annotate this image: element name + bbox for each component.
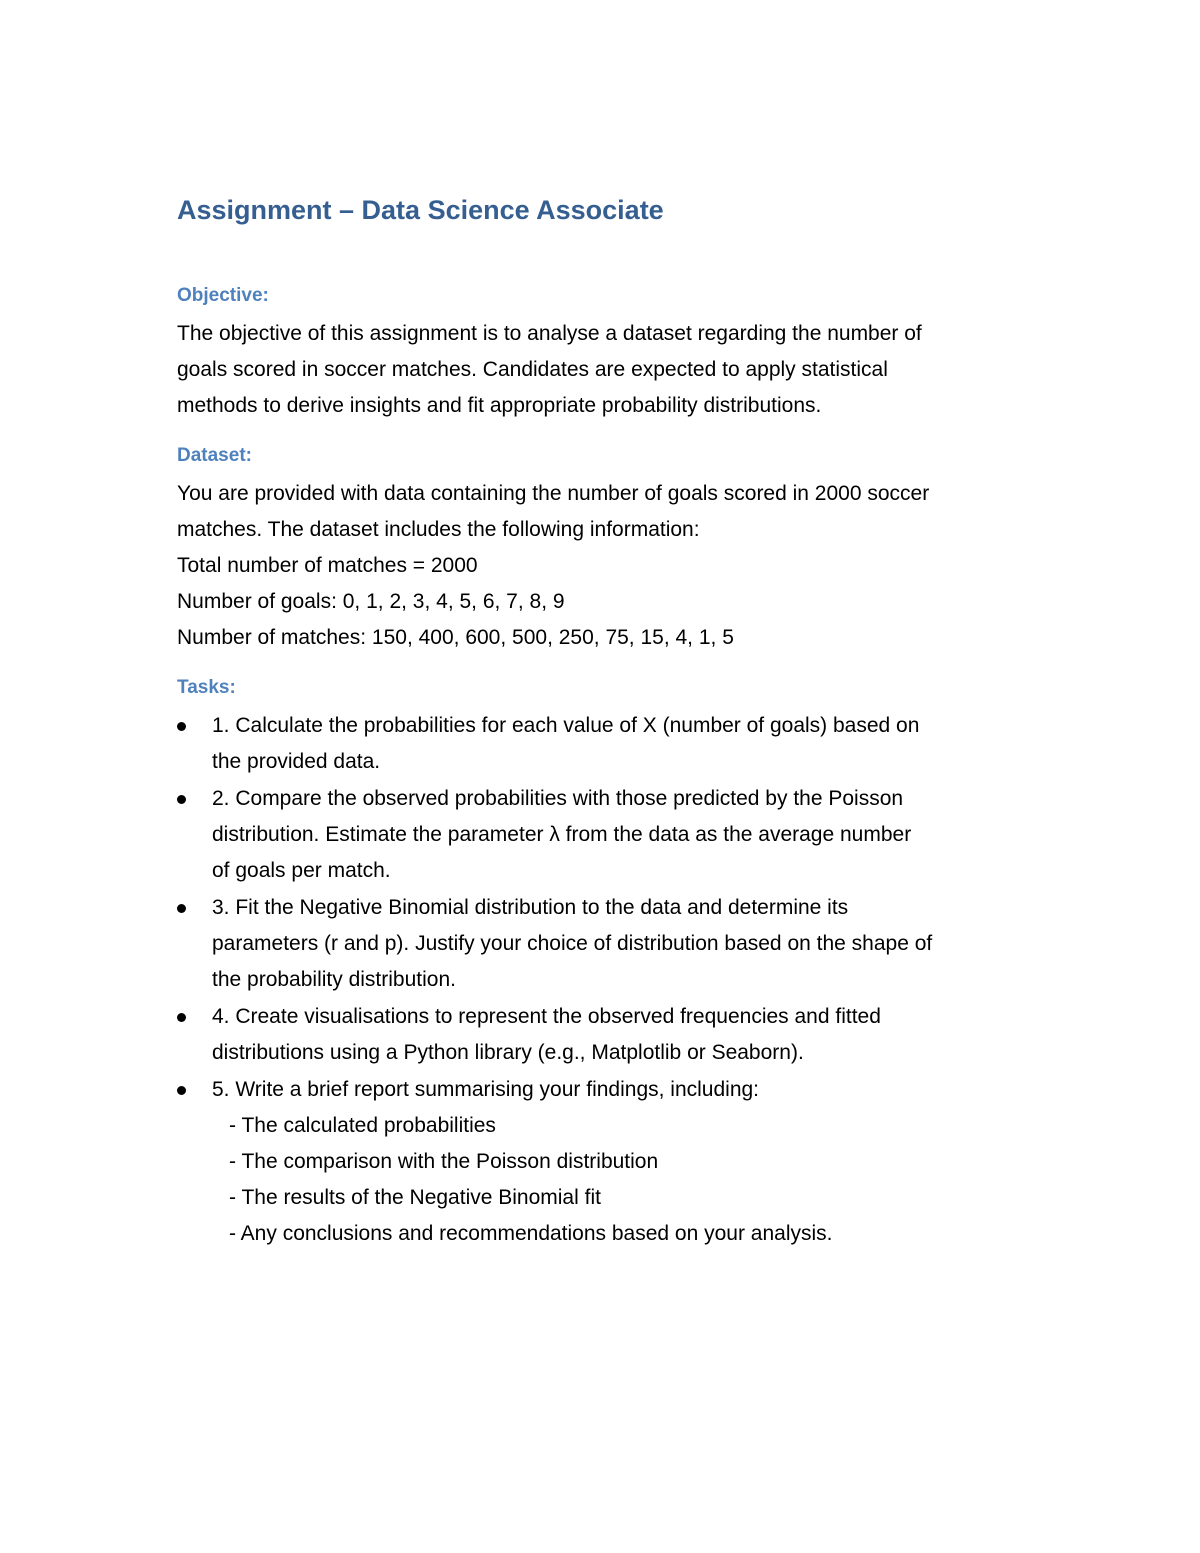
report-subitem: - The calculated probabilities <box>229 1114 496 1137</box>
tasks-section <box>177 674 1037 1252</box>
task-item-2 <box>177 781 1037 889</box>
task-line: 4. Create visualisations to represent the observed frequencies and fitted <box>212 1005 881 1028</box>
dataset-line: matches. The dataset includes the following information: <box>177 518 700 541</box>
task-line: parameters (r and p). Justify your choice of distribution based on the shape of <box>212 932 933 955</box>
task-line: 3. Fit the Negative Binomial distribution to the data and determine its <box>212 896 849 919</box>
task-line: the provided data. <box>212 750 381 773</box>
task-line: 2. Compare the observed probabilities with those predicted by the Poisson <box>212 787 904 810</box>
report-sublist <box>212 1108 1037 1252</box>
document-title: Assignment – Data Science Associate <box>177 195 664 225</box>
task-line: of goals per match. <box>212 859 391 882</box>
task-item-3 <box>177 890 1037 998</box>
task-line: distributions using a Python library (e.g., Matplotlib or Seaborn). <box>212 1041 804 1064</box>
objective-section <box>177 282 1037 424</box>
document-content <box>177 190 1037 1270</box>
dataset-line: You are provided with data containing the number of goals scored in 2000 soccer <box>177 482 930 505</box>
task-item-1 <box>177 708 1037 780</box>
objective-paragraph <box>177 316 1037 424</box>
report-subitem: - The results of the Negative Binomial fit <box>229 1186 601 1209</box>
report-subitem: - Any conclusions and recommendations based on your analysis. <box>229 1222 833 1245</box>
tasks-heading: Tasks: <box>177 677 236 698</box>
task-line: 5. Write a brief report summarising your findings, including: <box>212 1078 760 1101</box>
bullet-icon <box>177 795 186 804</box>
bullet-icon <box>177 1013 186 1022</box>
task-line: 1. Calculate the probabilities for each value of X (number of goals) based on <box>212 714 920 737</box>
bullet-icon <box>177 722 186 731</box>
task-item-5 <box>177 1072 1037 1252</box>
dataset-heading: Dataset: <box>177 445 252 466</box>
dataset-section <box>177 442 1037 656</box>
bullet-icon <box>177 904 186 913</box>
objective-heading: Objective: <box>177 285 269 306</box>
tasks-list <box>177 708 1037 1252</box>
dataset-paragraph <box>177 476 1037 656</box>
bullet-icon <box>177 1086 186 1095</box>
objective-line: goals scored in soccer matches. Candidates are expected to apply statistical <box>177 358 888 381</box>
task-line: distribution. Estimate the parameter λ from the data as the average number <box>212 823 912 846</box>
dataset-goals-values: Number of goals: 0, 1, 2, 3, 4, 5, 6, 7, 8, 9 <box>177 590 565 613</box>
task-item-4 <box>177 999 1037 1071</box>
report-subitem: - The comparison with the Poisson distribution <box>229 1150 659 1173</box>
dataset-matches-values: Number of matches: 150, 400, 600, 500, 250, 75, 15, 4, 1, 5 <box>177 626 734 649</box>
objective-line: The objective of this assignment is to analyse a dataset regarding the number of <box>177 322 922 345</box>
task-line: the probability distribution. <box>212 968 456 991</box>
dataset-total-matches: Total number of matches = 2000 <box>177 554 478 577</box>
objective-line: methods to derive insights and fit appropriate probability distributions. <box>177 394 822 417</box>
